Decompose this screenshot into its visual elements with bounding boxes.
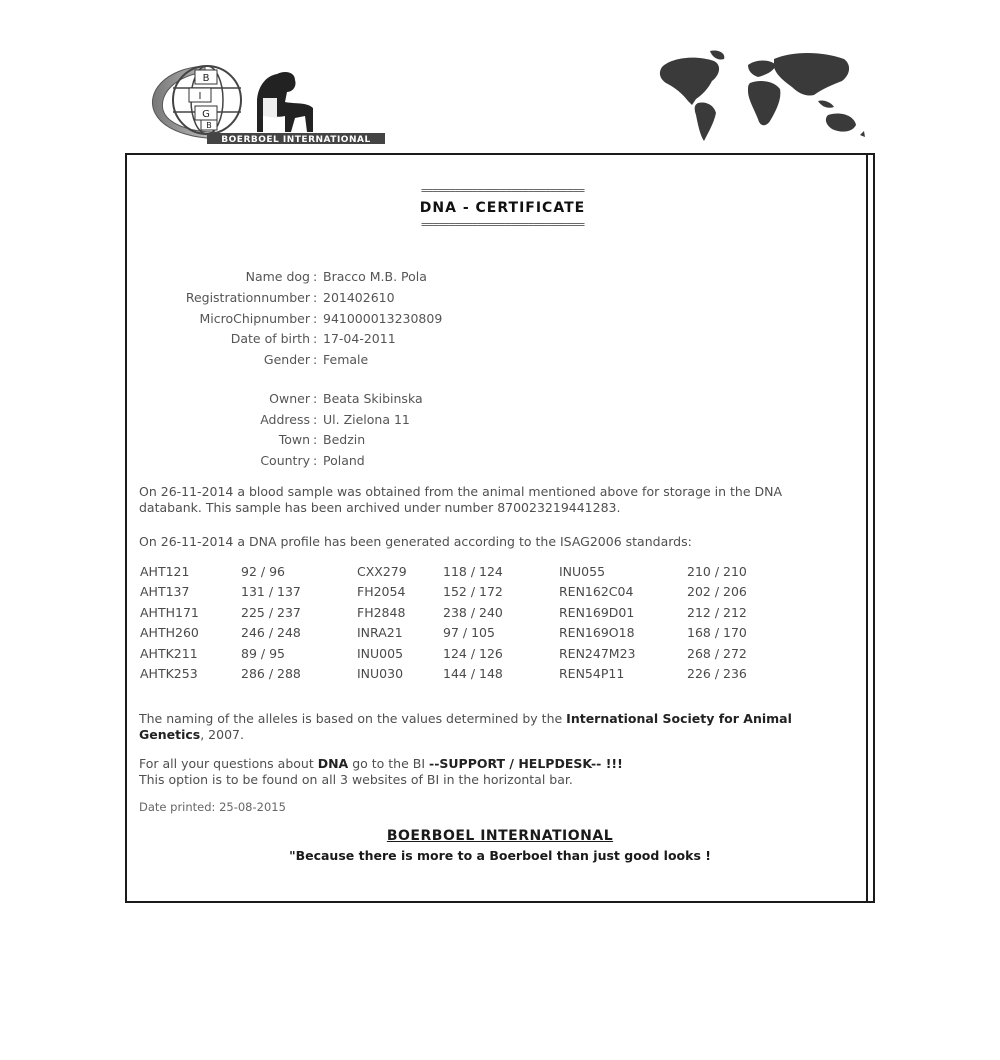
certificate-frame <box>125 153 875 903</box>
allele-marker: REN162C04 <box>559 584 634 599</box>
allele-value: 212 / 212 <box>687 605 747 620</box>
logo-letter: B <box>202 73 210 84</box>
field-label: Address <box>260 412 310 427</box>
allele-value: 202 / 206 <box>687 584 747 599</box>
allele-marker: REN54P11 <box>559 666 625 681</box>
allele-marker: REN247M23 <box>559 646 636 661</box>
field-label: Country <box>260 453 310 468</box>
field-value: 941000013230809 <box>323 311 443 326</box>
allele-marker: AHT121 <box>140 564 190 579</box>
world-map-image <box>652 45 867 145</box>
field-value: Poland <box>323 453 365 468</box>
footer-slogan: "Because there is more to a Boerboel than just good looks ! <box>289 848 711 863</box>
field-value: Ul. Zielona 11 <box>323 412 410 427</box>
allele-marker: AHTK253 <box>140 666 198 681</box>
boerboel-international-logo <box>145 58 390 148</box>
certificate-header <box>0 0 1000 150</box>
frame-double-line <box>866 155 868 902</box>
field-value: Female <box>323 352 369 367</box>
profile-paragraph: On 26-11-2014 a DNA profile has been generated according to the ISAG2006 standards: <box>139 534 692 549</box>
allele-marker: FH2054 <box>357 584 406 599</box>
allele-value: 225 / 237 <box>241 605 301 620</box>
allele-marker: INU055 <box>559 564 606 579</box>
questions-line-2: This option is to be found on all 3 websites of BI in the horizontal bar. <box>139 772 573 787</box>
allele-value: 238 / 240 <box>443 605 503 620</box>
allele-marker: AHTH260 <box>140 625 199 640</box>
field-value: 201402610 <box>323 290 395 305</box>
field-label: Town <box>278 432 310 447</box>
naming-paragraph: The naming of the alleles is based on the values determined by the International Society for Animal Genetics, 2007. <box>139 711 792 742</box>
allele-marker: INU030 <box>357 666 404 681</box>
dna-bold: DNA <box>317 756 349 771</box>
allele-value: 89 / 95 <box>241 646 285 661</box>
allele-marker: AHT137 <box>140 584 190 599</box>
logo-letter: I <box>198 91 202 102</box>
logo-letter: B <box>206 121 212 130</box>
field-value: Bracco M.B. Pola <box>323 269 427 284</box>
footer-organization: BOERBOEL INTERNATIONAL <box>386 828 614 844</box>
allele-value: 286 / 288 <box>241 666 301 681</box>
sample-paragraph: On 26-11-2014 a blood sample was obtained from the animal mentioned above for storage in the DNA databank. This sample has been archived under number 870023219441283. <box>139 484 783 515</box>
allele-marker: AHTK211 <box>140 646 198 661</box>
field-value: Bedzin <box>323 432 366 447</box>
allele-marker: INU005 <box>357 646 404 661</box>
date-printed: Date printed: 25-08-2015 <box>139 800 286 814</box>
allele-marker: FH2848 <box>357 605 406 620</box>
field-label: Name dog <box>245 269 310 284</box>
isag-name: International Society for Animal Genetics <box>139 711 792 742</box>
questions-paragraph: For all your questions about DNA go to the BI --SUPPORT / HELPDESK-- !!! This option is to be found on all 3 websites of BI in the horizontal bar. <box>139 756 623 787</box>
allele-value: 92 / 96 <box>241 564 285 579</box>
allele-value: 144 / 148 <box>443 666 503 681</box>
field-label: Owner <box>269 391 310 406</box>
field-value: Beata Skibinska <box>323 391 423 406</box>
allele-marker: AHTH171 <box>140 605 199 620</box>
logo-banner-text: BOERBOEL INTERNATIONAL <box>221 135 371 145</box>
allele-marker: REN169D01 <box>559 605 635 620</box>
field-value: 17-04-2011 <box>323 331 396 346</box>
allele-marker: REN169O18 <box>559 625 635 640</box>
allele-value: 118 / 124 <box>443 564 503 579</box>
allele-value: 131 / 137 <box>241 584 301 599</box>
field-label: Registrationnumber <box>185 290 310 305</box>
allele-value: 97 / 105 <box>443 625 495 640</box>
allele-value: 168 / 170 <box>687 625 747 640</box>
title-separator-top: ============================= <box>420 186 585 196</box>
allele-value: 210 / 210 <box>687 564 747 579</box>
certificate-title: DNA - CERTIFICATE <box>419 200 586 216</box>
allele-value: 268 / 272 <box>687 646 747 661</box>
logo-letter: G <box>202 109 210 120</box>
allele-marker: CXX279 <box>357 564 407 579</box>
allele-value: 152 / 172 <box>443 584 503 599</box>
support-helpdesk-text: --SUPPORT / HELPDESK-- !!! <box>429 756 623 771</box>
field-label: Date of birth <box>230 331 310 346</box>
field-label: Gender <box>263 352 310 367</box>
allele-marker: INRA21 <box>357 625 403 640</box>
allele-value: 246 / 248 <box>241 625 301 640</box>
allele-value: 226 / 236 <box>687 666 747 681</box>
title-separator-bottom: ============================= <box>420 220 585 230</box>
field-label: MicroChipnumber <box>199 311 310 326</box>
certificate-title-block <box>370 186 635 230</box>
allele-value: 124 / 126 <box>443 646 503 661</box>
